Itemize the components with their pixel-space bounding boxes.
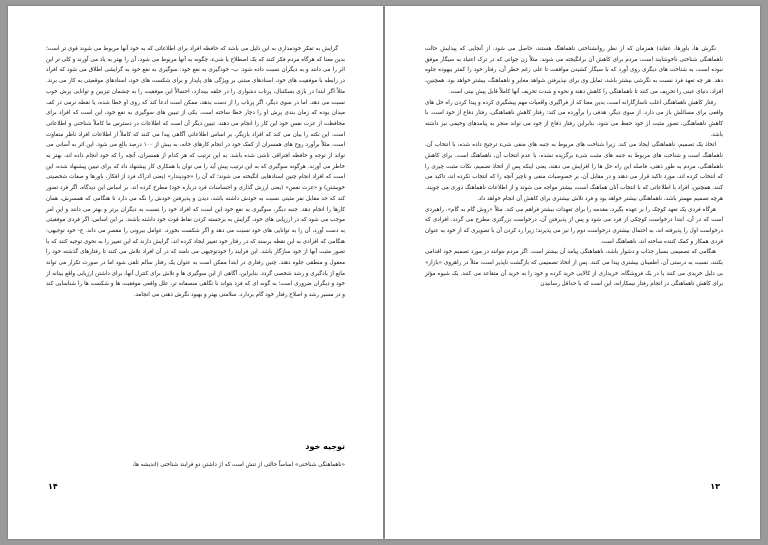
book-spread [8, 6, 760, 539]
right-paragraph: نگرش ها، باورها، عقاید) همزمان که از نظر روانشناختی ناهماهنگ هستند، حاصل می شود. از آنجایی که پیدایش حالت ناهماهنگی شناختی ناخوشایند است، مردم برای کاهش آن برانگیخته می شوند. مثلاً زن جوانی که در ترک اعتیاد به سیگار موفق نبوده است، به شناخت های دیگری روی آورد که با سیگار کشیدن موافقت تا علی رغم خطر آن، رفتار خود را کمتر بیهوده جلوه دهد. هر چه تعهد فرد نسبت به نگرشی بیشتر باشد، تمایل وی برای نپذیرفتن شواهد مغایر و ناهماهنگ، بیشتر خواهد بود. همچنین، افراد، دنیای عینی را تحریف می کنند تا ناهماهنگی را کاهش دهند و نحوه و شدت تحریف آنها کاملاً قابل پیش بینی است. [425, 46, 723, 95]
right-page [385, 6, 760, 539]
page-number-left: ۱۴ [48, 482, 58, 491]
left-page [8, 6, 383, 539]
right-paragraph: هرگاه فردی یک تعهد کوچک را بر عهده بگیرد، مقدمه را برای تعهدات بیشتر فراهم می کند. مثلاً «روش گام به گام»، راهبردی است که در آن، ابتدا درخواست کوچکی از فرد می شود و پس از پذیرفتن آن، درخواست بزرگتری مطرح می گردد. افرادی که درخواست اول را پذیرفته اند، به احتمال بیشتری درخواست دوم را نیز می پذیرند؛ زیرا رد کردن آن با تصویری که از خود به عنوان فردی همکار و کمک کننده ساخته اند، ناهماهنگ است. [425, 206, 723, 245]
left-page-body [46, 44, 345, 301]
footnote-text: «ناهماهنگی شناختی» اساساً حالتی از تنش است که از داشتن دو فرایند شناختی (اندیشه ها، [132, 462, 345, 468]
right-paragraph: هنگامی که تصمیمی بسیار جذاب و دشوار باشد، ناهماهنگی پیامد آن بیشتر است. اگر مردم بتوانند در مورد تصمیم خود اقدامی بکنند، نسبت به درستی آن، اطمینان بیشتری پیدا می کنند. پس از اتخاذ تصمیمی که بازگشت ناپذیر است، مثلاً در راهروی «بازار» بی دلیل خریدی می کنند یا در یک فروشگاه، خریداری از کالایی خرید کرده و خود را به خرید آن متقاعد می کنند. یک شیوه مؤثر برای کاهش ناهماهنگی در انجام رفتار نیمکارانه، این است که با حداقل رسانیدن [425, 249, 723, 288]
page-number-right: ۱۳ [710, 482, 720, 491]
right-paragraph: اتخاذ یک تصمیم، ناهماهنگی ایجاد می کند. زیرا شناخت های مربوط به جنبه های منفی شیء ترجیح داده شده، با انتخاب آن، ناهماهنگ است و شناخت های مربوط به جنبه های مثبت شیء برگزیده نشده، با عدم انتخاب آن، ناهماهنگ است. برای کاهش ناهماهنگی، مردم به طور ذهنی، فاصله این راه حل ها را افزایش می دهند، یعنی اینکه پس از اتخاذ تصمیم، نکات مثبت چیزی را که انتخاب کرده اند، مورد تاکید قرار می دهند و در مقابل آن، بر خصوصیات منفی و ناچیز آنچه را که انتخاب نکرده اند، تاکید می کنند. همچنین، افراد با اطلاعاتی که با انتخاب آنان هماهنگ است، بیشتر مواجه می شوند و از اطلاعات ناهماهنگ دوری می جویند. هرچه تصمیم مهمتر باشد، ناهماهنگی بیشتر خواهد بود و فرد تلاش بیشتری برای کاهش آن انجام خواهد داد. [425, 142, 723, 202]
section-heading: توجیه خود [305, 442, 345, 451]
left-paragraph: گرایش به تفکر خودمداری به این دلیل می باشد که حافظه افراد برای اطلاعاتی که به خود آنها مربوط می شوند قوی تر است؛ بدین معنا که هرگاه مردم فکر کنند که یک اصطلاح یا شیء، چگونه به آنها مربوط می شود، آن را بهتر به یاد می آورند و کلی تر این اثر را می دانند و به دیگران نسبت داده شود. ب- خودگیری به نفع خود: سوگیری به نفع خود به گرایشی اطلاق می شود که افراد در رابطه با موفقیت های خود، اسنادهای مبتنی بر ویژگی های پایدار و برای شکست های خود، اسنادهای موقعیتی به کار می برند. مثلاً اگر ابتدا در بازی بسکتبال، پرتاب دشواری را در حلقه بیندازد، احتمالاً این موفقیت را به چشمان تیزبین و توانایی پرش خوب نسبت می دهد. اما در سوی دیگر، اگر پرتاب را از دست بدهد، ممکن است ادعا کند که روی او خطا شده، یا نقطه نرمی در کف میدان بوده که زمان بندی پرش او را دچار خطا ساخته است. یکی از تبیین های سوگیری به نفع خود، این است که افراد برای محافظت از عزت نفس خود این کار را انجام می دهند. تبیین دیگر آن است که اطلاعات در دسترس ما کاملاً شناختی و اطلاعاتی است. این نکته را بیان می کند که افراد بازیگر، بر اساس اطلاعاتی آگاهی پیدا می کنند که کاملاً از اطلاعات افراد ناظر متفاوت است. مثلاً برآورد روح های همسران از کمک خود در انجام کارهای خانه، به بیش از ۱۰۰ درصد بالغ می شود. این اثر به آسانی می تواند از توجه و حافظه افتراقی ناشی شده باشد. به این ترتیب که هر کدام از همسران، آنچه را که خود انجام داده اند، بهتر به خاطر می آورند. هرگونه سوگیری که به این ترتیب پیش آید را می توان با همکاری کار پیشنهاد داد که برای تبیین پیشنهاد شده، این است که افراد انجام چنین اسنادهایی انگیخته می شوند؛ که آن را «خودپندار» (یعنی ادراک فرد از افکار، باورها و صفات شخصیتی خویشتن) و «عزت نفس» (یعنی ارزش گذاری و احساسات فرد درباره خود) مطرح کرده اند. بر اساس این دیدگاه، اگر فرد تصور کند که حد مقابل نفر مثبتی نسبت به خودش داشته باشد، دیدن و پذیرفتن خودش را نگه می دارد تا هنگامی که همسرش، همان کارها را انجام دهد. جنبه دیگر، سوگیری به نفع خود این است که افراد خود را نسبت به دیگران برتر و بهتر می دانند و این امر موجب می شود که در ارزیابی های خود، گرایش به برجسته کردن نقاط قوت خود داشته باشند. بر این اساس، اگر فردی موفقیتی به دست آورد، آن را به توانایی های خود نسبت می دهد و اگر شکست بخورد، عوامل بیرونی را مقصر می داند. ج- خود توجیهی: هنگامی که افرادی به این نقطه برسند که در رفتار خود تغییر ایجاد کرده اند، گرایش دارند که این تغییر را به نحوی توجیه کنند که با تصور مثبت آنها از خود سازگار باشد. این فرایند را خودتوجیهی می نامند که در آن افراد تلاش می کنند تا رفتارهای گذشته خود را معقول و منطقی جلوه دهند. چنین رفتاری در ابتدا ممکن است به عنوان یک رفتار سالم تلقی شود اما در صورت تکرار می تواند مانع از یادگیری و رشد شخصی گردد. بنابراین، آگاهی از این سوگیری ها و تلاش برای کنترل آنها، برای داشتن ارزیابی واقع بینانه از خود و دیگران ضروری است؛ به گونه ای که فرد بتواند با نگاهی منصفانه تر، علل واقعی موفقیت ها و شکست ها را شناسایی کند و در مسیر رشد و اصلاح رفتار خود گام بردارد. سلامتی بهتر و بهبود نگرش ذهنی می انجامد. [46, 46, 345, 299]
right-page-body [425, 44, 723, 290]
right-paragraph: رفتار کاهش ناهماهنگی اغلب ناسازگارانه است، بدین معنا که از فراگیری واقعیات مهم پیشگیری کرده و پیدا کردن راه حل های واقعی برای مسائلش باز می دارد. از سوی دیگر، هدفی را برآورده می کند: رفتار کاهش ناهماهنگی، رفتار دفاع از خود است. با کاهش ناهماهنگی، تصور مثبت از خود حفظ می شود. بنابراین رفتار دفاع از خود می تواند منجر به پیامدهای وخیمی نیز داشته باشد. [425, 99, 723, 138]
